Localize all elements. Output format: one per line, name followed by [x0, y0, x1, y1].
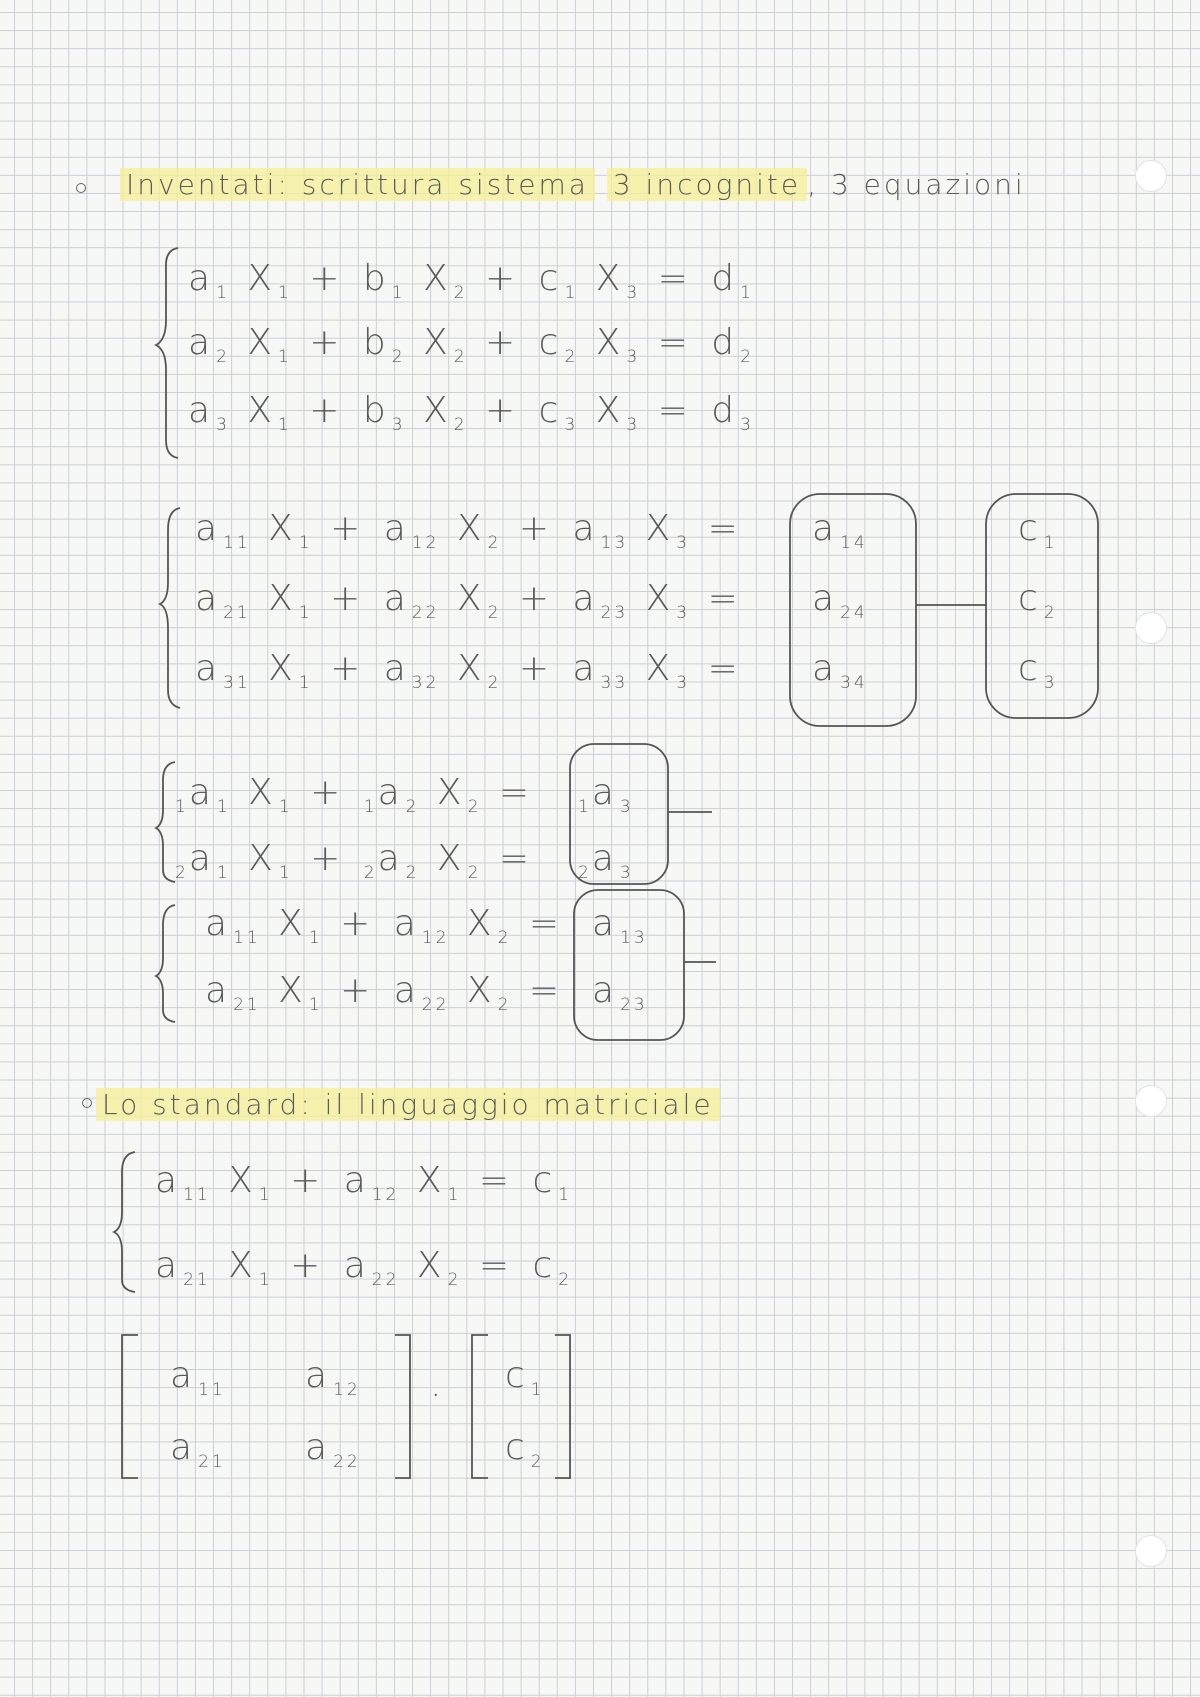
system-b-rhs-2: $a_{24}$: [812, 578, 868, 624]
system-d-row-2: $a_{21}$ $X_1 + a_{22}$ $X_2$ =: [205, 970, 566, 1016]
system-d-row-1: $a_{11}$ $X_1 + a_{12}$ $X_2$ =: [205, 903, 566, 949]
system-b-row-1: $a_{11}$ $X_1 + a_{12}$ $X_2 + a_{13}$ $X_3$ =: [195, 508, 744, 554]
matrix-left-bracket: [122, 1335, 138, 1478]
matrix-a11: $a_{11}$: [170, 1355, 226, 1401]
system-c-row-2: $_2a_1$ $X_1 + _2a_2$ $X_2$ =: [175, 838, 536, 884]
system-b-rhs-3: $a_{34}$: [812, 648, 868, 694]
section-2-row-1: $a_{11}$ $X_1 + a_{12}$ $X_1 = c_1$: [155, 1160, 573, 1206]
system-d-rhs-1: $a_{13}$: [592, 903, 648, 949]
system-b-row-3: $a_{31}$ $X_1 + a_{32}$ $X_2 + a_{33}$ $X_3$ =: [195, 648, 744, 694]
system-c-rhs-1: $_1a_3$: [578, 772, 634, 818]
matrix-right-bracket: [395, 1335, 410, 1478]
matrix-a12: $a_{12}$: [305, 1355, 361, 1401]
brace-system-a: [156, 248, 178, 458]
c-vector-1: $c_1$: [1018, 508, 1058, 554]
vector-left-bracket: [472, 1335, 488, 1478]
matrix-a21: $a_{21}$: [170, 1427, 226, 1473]
heading-highlight-2: 3 incognite: [607, 168, 807, 201]
system-a-row-3: $a_3$ $X_1 + b_3$ $X_2 + c_3$ $X_3 = d_3$: [188, 390, 754, 436]
matrix-a22: $a_{22}$: [305, 1427, 361, 1473]
heading-highlight-1: Inventati: scrittura sistema: [120, 168, 595, 201]
heading-tail: , 3 equazioni: [807, 168, 1026, 201]
brace-system-b: [160, 508, 180, 708]
system-a-row-1: $a_1$ $X_1 + b_1$ $X_2 + c_1$ $X_3 = d_1$: [188, 258, 754, 304]
box-rhs-d: [574, 890, 684, 1040]
system-b-rhs-1: $a_{14}$: [812, 508, 868, 554]
box-rhs-b: [790, 494, 916, 726]
c-vector-3: $c_3$: [1018, 648, 1058, 694]
c-vector-2: $c_2$: [1018, 578, 1058, 624]
brace-system-d: [156, 905, 175, 1022]
section-2-heading-text: Lo standard: il linguaggio matriciale: [96, 1088, 720, 1121]
vector-c2: $c_2$: [505, 1427, 545, 1473]
system-c-row-1: $_1a_1$ $X_1 + _1a_2$ $X_2$ =: [175, 772, 536, 818]
section-2-row-2: $a_{21}$ $X_1 + a_{22}$ $X_2 = c_2$: [155, 1245, 573, 1291]
matrix-dot: ·: [430, 1375, 448, 1416]
box-c-vector: [986, 494, 1098, 718]
box-rhs-c: [570, 744, 668, 884]
vector-right-bracket: [555, 1335, 570, 1478]
vector-c1: $c_1$: [505, 1355, 545, 1401]
brace-section-2: [114, 1152, 135, 1292]
system-a-row-2: $a_2$ $X_1 + b_2$ $X_2 + c_2$ $X_3 = d_2$: [188, 322, 754, 368]
system-d-rhs-2: $a_{23}$: [592, 970, 648, 1016]
system-b-row-2: $a_{21}$ $X_1 + a_{22}$ $X_2 + a_{23}$ $X_3$ =: [195, 578, 744, 624]
system-c-rhs-2: $_2a_3$: [578, 838, 634, 884]
brace-system-c: [156, 762, 175, 882]
